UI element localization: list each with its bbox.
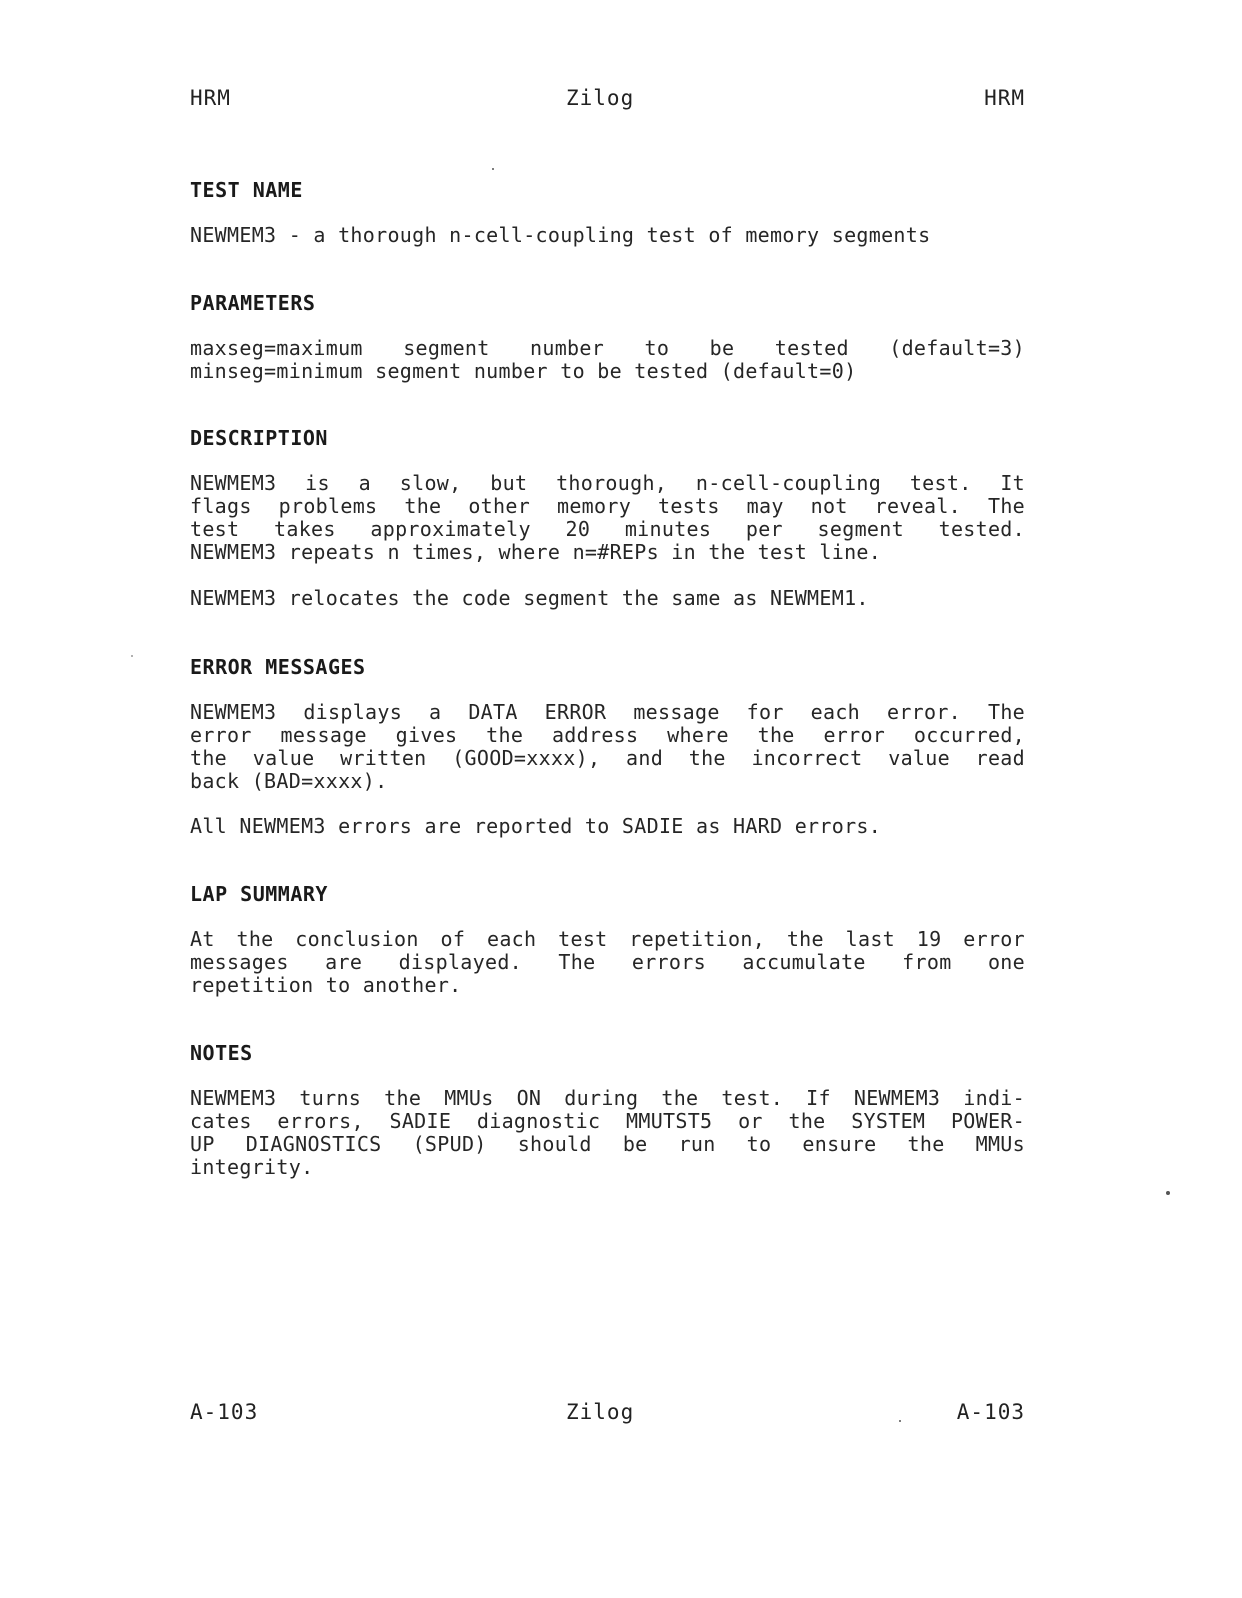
section-heading-test-name: TEST NAME: [190, 178, 303, 202]
section-heading-error-messages: ERROR MESSAGES: [190, 655, 366, 679]
section-heading-description: DESCRIPTION: [190, 426, 328, 450]
footer-center: Zilog: [566, 1400, 635, 1424]
page-header: [190, 86, 1025, 116]
description-paragraph-2: [190, 587, 1025, 610]
text-line: test takes approximately 20 minutes per segment tested.: [190, 517, 1025, 541]
header-left: HRM: [190, 86, 231, 110]
error-messages-paragraph-1: [190, 701, 1025, 793]
section-heading-parameters: PARAMETERS: [190, 291, 316, 315]
scan-speck: [131, 655, 133, 657]
text-line: cates errors, SADIE diagnostic MMUTST5 or the SYSTEM POWER-: [190, 1109, 1025, 1133]
text-line: At the conclusion of each test repetition, the last 19 error: [190, 927, 1025, 951]
text-line: messages are displayed. The errors accumulate from one: [190, 950, 1025, 974]
text-line: UP DIAGNOSTICS (SPUD) should be run to ensure the MMUs: [190, 1132, 1025, 1156]
description-paragraph-1: [190, 472, 1025, 564]
scan-speck: [899, 1420, 901, 1422]
lap-summary-text: [190, 928, 1025, 997]
text-line: NEWMEM3 repeats n times, where n=#REPs in the test line.: [190, 540, 882, 564]
text-line: NEWMEM3 turns the MMUs ON during the test. If NEWMEM3 indi-: [190, 1086, 1025, 1110]
text-line: NEWMEM3 relocates the code segment the same as NEWMEM1.: [190, 586, 869, 610]
section-heading-notes: NOTES: [190, 1041, 253, 1065]
text-line: All NEWMEM3 errors are reported to SADIE as HARD errors.: [190, 814, 882, 838]
section-heading-lap-summary: LAP SUMMARY: [190, 882, 328, 906]
text-line: back (BAD=xxxx).: [190, 769, 388, 793]
header-center: Zilog: [566, 86, 635, 110]
text-line: the value written (GOOD=xxxx), and the incorrect value read: [190, 746, 1025, 770]
parameters-text: [190, 337, 1025, 383]
scan-speck: [1166, 1191, 1170, 1195]
text-line: NEWMEM3 - a thorough n-cell-coupling test of memory segments: [190, 223, 931, 247]
text-line: maxseg=maximum segment number to be tested (default=3): [190, 336, 1025, 360]
notes-text: [190, 1087, 1025, 1179]
text-line: minseg=minimum segment number to be tested (default=0): [190, 359, 857, 383]
scan-speck: [492, 168, 494, 170]
test-name-text: [190, 224, 1025, 247]
footer-right: A-103: [956, 1400, 1025, 1424]
error-messages-paragraph-2: [190, 815, 1025, 838]
text-line: flags problems the other memory tests may not reveal. The: [190, 494, 1025, 518]
text-line: repetition to another.: [190, 973, 462, 997]
text-line: NEWMEM3 displays a DATA ERROR message for each error. The: [190, 700, 1025, 724]
footer-left: A-103: [190, 1400, 259, 1424]
text-line: error message gives the address where the error occurred,: [190, 723, 1025, 747]
text-line: integrity.: [190, 1155, 314, 1179]
text-line: NEWMEM3 is a slow, but thorough, n-cell-coupling test. It: [190, 471, 1025, 495]
page-footer: [190, 1400, 1025, 1430]
header-right: HRM: [984, 86, 1025, 110]
